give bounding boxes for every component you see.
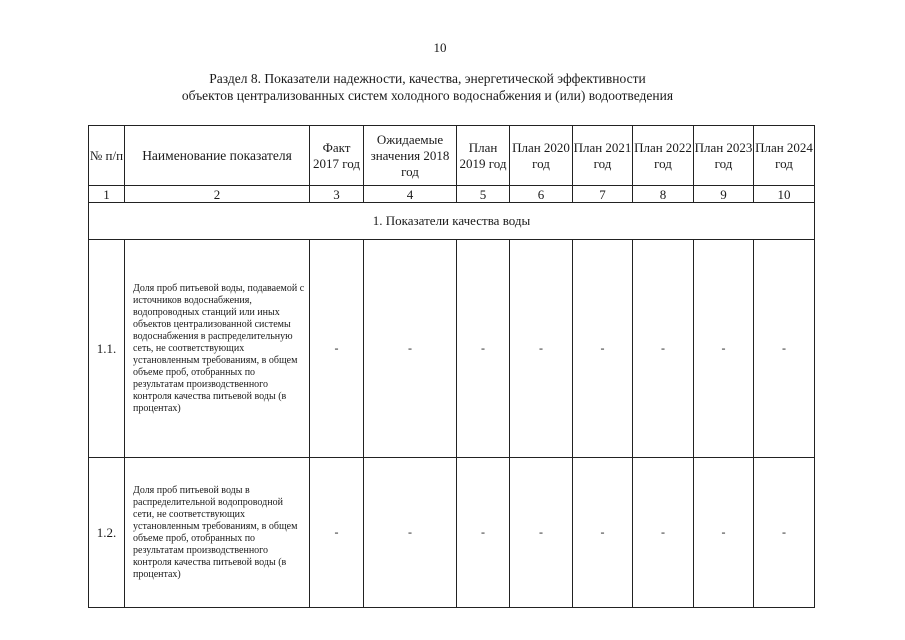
header-cell-plan-2019: План 2019 год	[457, 126, 510, 186]
value-cell: -	[510, 240, 573, 458]
value-cell: -	[310, 240, 364, 458]
column-number: 10	[754, 186, 815, 203]
value-cell: -	[457, 458, 510, 608]
value-cell: -	[457, 240, 510, 458]
column-number: 2	[125, 186, 310, 203]
column-number: 9	[694, 186, 754, 203]
section-title-line-1: Раздел 8. Показатели надежности, качества, энергетической эффективности	[209, 71, 646, 86]
indicator-name: Доля проб питьевой воды, подаваемой с источников водоснабжения, водопроводных станций или иных объектов централизованной системы водоснабжения в распределительную сеть, не соответствующих установленным требованиям, в общем объеме проб, отобранных по результатам производственного контроля качества питьевой воды (в процентах)	[125, 240, 310, 458]
column-number-row	[89, 186, 815, 203]
column-number: 3	[310, 186, 364, 203]
indicator-name: Доля проб питьевой воды в распределительной водопроводной сети, не соответствующих установленным требованиям, в общем объеме проб, отобранных по результатам производственного контроля качества питьевой воды (в процентах)	[125, 458, 310, 608]
column-number: 4	[364, 186, 457, 203]
section-heading: 1. Показатели качества воды	[89, 203, 815, 240]
value-cell: -	[754, 240, 815, 458]
column-number: 1	[89, 186, 125, 203]
header-cell-plan-2021: План 2021 год	[573, 126, 633, 186]
value-cell: -	[364, 458, 457, 608]
value-cell: -	[310, 458, 364, 608]
value-cell: -	[364, 240, 457, 458]
value-cell: -	[754, 458, 815, 608]
section-row	[89, 203, 815, 240]
row-number: 1.1.	[89, 240, 125, 458]
page-number: 10	[433, 40, 447, 55]
value-cell: -	[510, 458, 573, 608]
value-cell: -	[573, 240, 633, 458]
header-cell-num: № п/п	[89, 126, 125, 186]
row-number: 1.2.	[89, 458, 125, 608]
header-cell-expected-2018: Ожидаемые значения 2018 год	[364, 126, 457, 186]
value-cell: -	[633, 458, 694, 608]
value-cell: -	[694, 240, 754, 458]
section-title	[0, 70, 855, 104]
header-cell-plan-2022: План 2022 год	[633, 126, 694, 186]
header-cell-fact-2017: Факт 2017 год	[310, 126, 364, 186]
column-number: 5	[457, 186, 510, 203]
column-number: 6	[510, 186, 573, 203]
header-cell-plan-2020: План 2020 год	[510, 126, 573, 186]
column-number: 7	[573, 186, 633, 203]
table-row	[89, 458, 815, 608]
value-cell: -	[633, 240, 694, 458]
column-number: 8	[633, 186, 694, 203]
header-cell-plan-2024: План 2024 год	[754, 126, 815, 186]
header-cell-name: Наименование показателя	[125, 126, 310, 186]
value-cell: -	[573, 458, 633, 608]
table-row	[89, 240, 815, 458]
header-cell-plan-2023: План 2023 год	[694, 126, 754, 186]
value-cell: -	[694, 458, 754, 608]
indicators-table	[88, 125, 815, 608]
header-row	[89, 126, 815, 186]
section-title-line-2: объектов централизованных систем холодного водоснабжения и (или) водоотведения	[181, 88, 674, 103]
